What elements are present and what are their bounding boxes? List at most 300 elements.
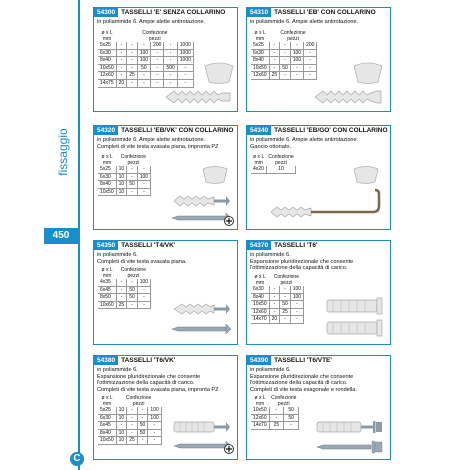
pack-cell: - — [137, 42, 150, 49]
card-header — [247, 8, 390, 17]
pack-cell: - — [164, 79, 177, 87]
pack-cell: - — [148, 422, 161, 430]
pack-cell: - — [164, 72, 177, 80]
pack-cell: - — [290, 64, 303, 72]
product-title: TASSELLI 'EB/VK' CON COLLARINO — [121, 127, 234, 134]
product-card-54380 — [93, 355, 238, 460]
phillips-drive-icon — [224, 444, 234, 454]
pack-cell: - — [304, 72, 317, 80]
product-code: 54370 — [247, 241, 271, 250]
table-row — [98, 181, 151, 189]
pack-cell: 100 — [148, 407, 161, 414]
table-row — [98, 414, 161, 422]
size-cell: 6x45 — [98, 422, 116, 430]
pack-cell: 50 — [137, 64, 150, 72]
size-cell: 6x30 — [98, 414, 116, 422]
pack-header: Confezione — [120, 267, 146, 273]
pack-unit: pezzi — [127, 160, 140, 166]
size-cell: 10x60 — [98, 301, 116, 309]
product-description — [250, 252, 387, 272]
spec-table — [98, 30, 194, 88]
pack-cell: 100 — [290, 286, 303, 293]
size-header: ø x L — [101, 30, 113, 36]
pack-cell: - — [269, 286, 280, 293]
pack-cell: - — [116, 64, 127, 72]
product-code: 54320 — [94, 126, 118, 135]
table-row — [98, 286, 151, 294]
product-code: 54380 — [94, 356, 118, 365]
pack-cell: - — [304, 57, 317, 65]
spec-table — [98, 154, 151, 196]
hex-screw-image — [315, 440, 387, 454]
pack-cell: 50 — [137, 422, 148, 430]
plug-cap-image — [200, 166, 230, 184]
pack-cell: - — [269, 64, 280, 72]
pack-cell: - — [137, 437, 148, 445]
pack-header: Confezione — [120, 154, 146, 160]
pack-cell: - — [280, 286, 291, 293]
size-unit: mm — [102, 273, 112, 279]
product-description — [97, 367, 234, 393]
pack-cell: 10 — [116, 181, 127, 189]
pack-cell: - — [137, 294, 150, 302]
pack-cell: 10 — [116, 429, 127, 437]
pack-cell: - — [127, 414, 138, 422]
wall-plug-image — [325, 319, 385, 337]
spec-table — [98, 267, 151, 309]
page-number-tab: 450 — [44, 228, 78, 244]
pack-cell: - — [137, 181, 150, 189]
table-row — [98, 166, 151, 173]
table-row — [98, 72, 193, 80]
size-cell: 14x70 — [251, 316, 269, 324]
table-row — [251, 72, 317, 80]
plug-with-screw-image — [170, 192, 232, 210]
pack-cell: - — [127, 279, 138, 286]
sidebar-rule — [78, 0, 80, 470]
spec-table — [251, 274, 304, 324]
pack-cell: - — [127, 429, 138, 437]
product-title: TASSELLI 'T6/VK' — [121, 357, 176, 364]
table-row — [98, 42, 193, 49]
pack-cell: - — [137, 301, 150, 309]
card-header — [94, 8, 237, 17]
pack-cell: 50 — [137, 429, 148, 437]
pack-cell: 1000 — [177, 49, 193, 57]
product-title: TASSELLI 'T4/VK' — [121, 242, 176, 249]
section-side-label — [48, 112, 78, 192]
table-row — [98, 301, 151, 309]
table-row — [98, 437, 161, 445]
pack-cell: - — [127, 301, 138, 309]
pack-header: Confezione — [271, 395, 297, 401]
pack-unit: pezzi — [275, 160, 287, 166]
product-title: TASSELLI 'T6' — [274, 242, 318, 249]
size-cell: 12x60 — [251, 72, 269, 80]
plug-cap-image — [202, 62, 236, 84]
pack-cell: - — [127, 188, 138, 196]
pack-cell: - — [290, 301, 303, 309]
product-card-54310 — [246, 7, 391, 112]
product-code: 54350 — [94, 241, 118, 250]
pack-cell: - — [177, 72, 193, 80]
product-card-54300 — [93, 7, 238, 112]
phillips-drive-icon — [224, 216, 234, 226]
size-cell: 10x50 — [251, 64, 269, 72]
product-description — [250, 19, 387, 26]
size-header: ø x L — [253, 154, 265, 160]
desc-line: in poliammide 6. Ampie alette antirotazione. — [250, 19, 359, 25]
brand-logo: C — [70, 452, 84, 466]
product-code: 54390 — [247, 356, 271, 365]
pack-unit: pezzi — [280, 280, 293, 286]
pack-cell: 25 — [116, 301, 127, 309]
pack-cell: 50 — [127, 181, 138, 189]
pack-cell: - — [177, 79, 193, 87]
size-cell: 12x60 — [251, 308, 269, 316]
pack-cell: - — [290, 72, 303, 80]
product-title: TASSELLI 'E' SENZA COLLARINO — [121, 9, 226, 16]
pack-cell: - — [137, 286, 150, 294]
pack-cell: - — [137, 72, 150, 80]
pack-header: Confezione — [273, 274, 299, 280]
product-description — [97, 252, 234, 265]
pack-cell: - — [269, 42, 280, 49]
pack-cell: 25 — [127, 72, 138, 80]
pack-unit: pezzi — [132, 401, 145, 407]
pack-cell: - — [290, 308, 303, 316]
pack-cell: - — [137, 414, 148, 422]
pack-cell: - — [127, 422, 138, 430]
pack-unit: pezzi — [127, 273, 140, 279]
spec-table — [251, 30, 317, 80]
pack-cell: 10 — [116, 166, 127, 173]
pack-cell: 10 — [116, 414, 127, 422]
pack-cell: - — [269, 301, 280, 309]
table-row — [251, 286, 304, 293]
pack-cell: 50 — [284, 407, 299, 414]
pack-unit: pezzi — [277, 401, 290, 407]
pack-cell: - — [116, 294, 127, 302]
product-code: 54300 — [94, 8, 118, 17]
pack-cell: 50 — [127, 286, 138, 294]
size-unit: mm — [102, 36, 112, 42]
pack-cell: - — [116, 57, 127, 65]
pack-header: Confezione — [280, 30, 306, 36]
pack-cell: 10 — [116, 173, 127, 181]
pack-cell: - — [280, 49, 291, 57]
size-cell: 4x35 — [98, 279, 116, 286]
table-row — [98, 49, 193, 57]
product-code: 54310 — [247, 8, 271, 17]
table-row — [98, 294, 151, 302]
pack-header: Confezione — [142, 30, 168, 36]
pack-cell: - — [164, 49, 177, 57]
pack-cell: 1000 — [177, 57, 193, 65]
desc-line: Espansione pluridirezionale che consente — [97, 373, 201, 380]
pack-cell: 10 — [116, 188, 127, 196]
product-title: TASSELLI 'T6/VTE' — [274, 357, 332, 364]
pack-header: Confezione — [268, 154, 294, 160]
product-title: TASSELLI 'EB' CON COLLARINO — [274, 9, 376, 16]
pack-cell: - — [127, 42, 138, 49]
pack-cell: 100 — [148, 414, 161, 422]
product-card-54350 — [93, 240, 238, 345]
size-cell: 10x50 — [98, 437, 116, 445]
table-row — [98, 429, 161, 437]
pack-cell: - — [137, 188, 150, 196]
size-unit: mm — [102, 160, 112, 166]
pack-cell: - — [151, 64, 164, 72]
size-cell: 8x40 — [251, 57, 269, 65]
size-cell: 8x40 — [98, 181, 116, 189]
pack-cell: 25 — [280, 308, 291, 316]
desc-line: l'ottimizzazione della capacità di carico. — [250, 380, 348, 387]
pack-cell: - — [269, 57, 280, 65]
pack-cell: - — [137, 79, 150, 87]
pack-cell: - — [116, 279, 127, 286]
pack-cell: - — [127, 173, 138, 181]
pack-cell: 50 — [127, 294, 138, 302]
desc-line: Completi di vite testa svasata piana. — [97, 258, 187, 265]
pack-cell: 100 — [137, 279, 150, 286]
product-description — [250, 367, 387, 393]
wall-plug-image — [313, 88, 385, 106]
pack-cell: - — [304, 49, 317, 57]
table-row — [98, 57, 193, 65]
pack-cell: - — [164, 42, 177, 49]
desc-line: Espansione pluridirezionale che consente — [250, 373, 354, 380]
card-header — [94, 356, 237, 365]
size-unit: mm — [255, 36, 265, 42]
pack-cell: - — [269, 308, 280, 316]
size-cell: 14x75 — [98, 79, 116, 87]
screw-image — [170, 323, 232, 335]
product-card-54320 — [93, 125, 238, 230]
pack-cell: 200 — [304, 42, 317, 49]
table-row — [98, 188, 151, 196]
pack-cell: - — [280, 42, 291, 49]
table-row — [251, 64, 317, 72]
pack-cell: 50 — [284, 414, 299, 422]
desc-line: Completi di vite testa esagonale e rondella. — [250, 386, 357, 393]
pack-cell: - — [127, 79, 138, 87]
wall-plug-image — [325, 297, 385, 315]
product-description — [97, 137, 234, 150]
pack-cell: - — [127, 49, 138, 57]
pack-cell: - — [280, 293, 291, 301]
pack-cell: - — [137, 166, 150, 173]
desc-line: in poliammide 6. Ampie alette antirotazione. — [250, 137, 359, 143]
pack-cell: - — [151, 57, 164, 65]
pack-cell: 20 — [116, 79, 127, 87]
pack-cell: - — [290, 42, 303, 49]
pack-cell: 25 — [269, 422, 284, 430]
pack-cell: - — [116, 42, 127, 49]
table-row — [251, 166, 296, 173]
pack-cell: 1000 — [177, 42, 193, 49]
size-cell: 6x30 — [251, 286, 269, 293]
size-cell: 8x40 — [251, 293, 269, 301]
desc-line: l'ottimizzazione della capacità di carico. — [97, 380, 195, 387]
desc-line: in poliammide 6. Ampie alette antirotazione. — [97, 19, 206, 25]
size-cell: 8x40 — [98, 57, 116, 65]
size-cell: 8x50 — [98, 294, 116, 302]
plug-with-screw-image — [170, 299, 232, 319]
plug-cap-image — [351, 62, 385, 84]
size-cell: 5x25 — [251, 42, 269, 49]
product-code: 54340 — [247, 126, 271, 135]
size-header: ø x L — [254, 274, 266, 280]
pack-header: Confezione — [125, 395, 152, 401]
pack-cell: - — [127, 407, 138, 414]
desc-line: in poliammide 6. — [97, 252, 138, 258]
pack-cell: - — [280, 57, 291, 65]
pack-cell: - — [151, 72, 164, 80]
table-row — [98, 64, 193, 72]
size-cell: 8x40 — [98, 429, 116, 437]
pack-cell: - — [280, 72, 291, 80]
table-row — [98, 279, 151, 286]
pack-cell: 20 — [269, 316, 280, 324]
product-card-54340 — [246, 125, 391, 230]
table-row — [251, 308, 304, 316]
table-row — [251, 293, 304, 301]
table-row — [98, 422, 161, 430]
spec-table — [251, 154, 296, 174]
pack-cell: 100 — [137, 173, 150, 181]
table-row — [98, 173, 151, 181]
size-header: ø x L — [101, 267, 113, 273]
size-header: ø x L — [254, 30, 266, 36]
pack-cell: - — [269, 407, 284, 414]
pack-cell: 100 — [290, 293, 303, 301]
table-row — [251, 414, 298, 422]
table-row — [251, 301, 304, 309]
pack-cell: 10 — [266, 166, 295, 173]
table-row — [251, 57, 317, 65]
card-header — [247, 241, 390, 250]
screw-image — [170, 212, 232, 224]
desc-line: in poliammide 6. — [97, 367, 138, 373]
pack-cell: - — [151, 49, 164, 57]
pack-cell: - — [127, 57, 138, 65]
pack-cell: - — [269, 49, 280, 57]
desc-line: l'ottimizzazione della capacità di carico. — [250, 265, 348, 272]
table-row — [251, 407, 298, 414]
size-cell: 4x20 — [251, 166, 266, 173]
product-description — [250, 137, 387, 150]
pack-unit: pezzi — [148, 36, 161, 42]
size-cell: 10x50 — [98, 188, 116, 196]
pack-cell: - — [116, 422, 127, 430]
size-unit: mm — [255, 280, 265, 286]
pack-cell: 100 — [290, 57, 303, 65]
table-row — [251, 42, 317, 49]
size-cell: 6x30 — [98, 173, 116, 181]
pack-cell: 200 — [151, 42, 164, 49]
size-cell: 12x60 — [251, 414, 269, 422]
size-cell: 6x45 — [98, 286, 116, 294]
table-row — [251, 49, 317, 57]
desc-line: Espansione pluridirezionale che consente — [250, 258, 354, 265]
pack-cell: 500 — [164, 64, 177, 72]
pack-cell: - — [284, 422, 299, 430]
plug-with-hook-image — [267, 188, 387, 224]
card-header — [247, 356, 390, 365]
product-title: TASSELLI 'EB/GO' CON COLLARINO — [274, 127, 388, 134]
pack-cell: - — [269, 414, 284, 422]
table-row — [251, 316, 304, 324]
pack-cell: 25 — [127, 437, 138, 445]
pack-cell: 10 — [116, 407, 127, 414]
table-row — [251, 422, 298, 430]
size-cell: 5x25 — [98, 407, 116, 414]
size-header: ø x L — [254, 395, 266, 401]
spec-table — [251, 395, 299, 430]
desc-line: in poliammide 6. — [250, 252, 291, 258]
size-cell: 14x70 — [251, 422, 269, 430]
plug-with-screw-image — [172, 418, 234, 436]
desc-line: Completi di vite testa svasata piana, impronta PZ — [97, 386, 219, 393]
desc-line: Completi di vite testa svasata piana, impronta PZ — [97, 143, 219, 150]
pack-cell: - — [280, 316, 291, 324]
table-row — [98, 407, 161, 414]
pack-cell: - — [304, 64, 317, 72]
size-cell: 6x30 — [251, 49, 269, 57]
pack-cell: 50 — [280, 64, 291, 72]
pack-cell: - — [148, 437, 161, 445]
plug-with-hex-screw-image — [315, 418, 387, 436]
pack-cell: 100 — [137, 49, 150, 57]
pack-cell: 100 — [290, 49, 303, 57]
pack-cell: - — [290, 316, 303, 324]
card-header — [94, 126, 237, 135]
size-cell: 10x50 — [98, 64, 116, 72]
product-card-54390 — [246, 355, 391, 460]
size-cell: 5x25 — [98, 42, 116, 49]
plug-cap-image — [351, 166, 381, 184]
desc-line: in poliammide 6. — [250, 367, 291, 373]
pack-cell: 100 — [137, 57, 150, 65]
size-cell: 10x50 — [251, 407, 269, 414]
product-card-54370 — [246, 240, 391, 345]
size-header: ø x L — [101, 154, 113, 160]
section-label-text: fissaggio — [56, 128, 70, 176]
size-cell: 10x50 — [251, 301, 269, 309]
size-unit: mm — [255, 401, 265, 407]
pack-cell: 25 — [269, 72, 280, 80]
pack-cell: - — [116, 72, 127, 80]
spec-table — [98, 395, 162, 445]
desc-line: in poliammide 6. Ampie alette antirotazione. — [97, 137, 206, 143]
pack-cell: - — [151, 79, 164, 87]
size-cell: 12x60 — [98, 72, 116, 80]
pack-cell: - — [137, 407, 148, 414]
size-cell: 5x25 — [98, 166, 116, 173]
size-header: ø x L — [101, 395, 113, 401]
pack-cell: 10 — [116, 437, 127, 445]
pack-cell: - — [148, 429, 161, 437]
card-header — [94, 241, 237, 250]
pack-cell: - — [116, 49, 127, 57]
table-row — [98, 79, 193, 87]
size-unit: mm — [254, 160, 263, 166]
pack-cell: 50 — [280, 301, 291, 309]
desc-line: Gancio ottonato. — [250, 143, 292, 150]
product-description — [97, 19, 234, 26]
pack-cell: - — [116, 286, 127, 294]
